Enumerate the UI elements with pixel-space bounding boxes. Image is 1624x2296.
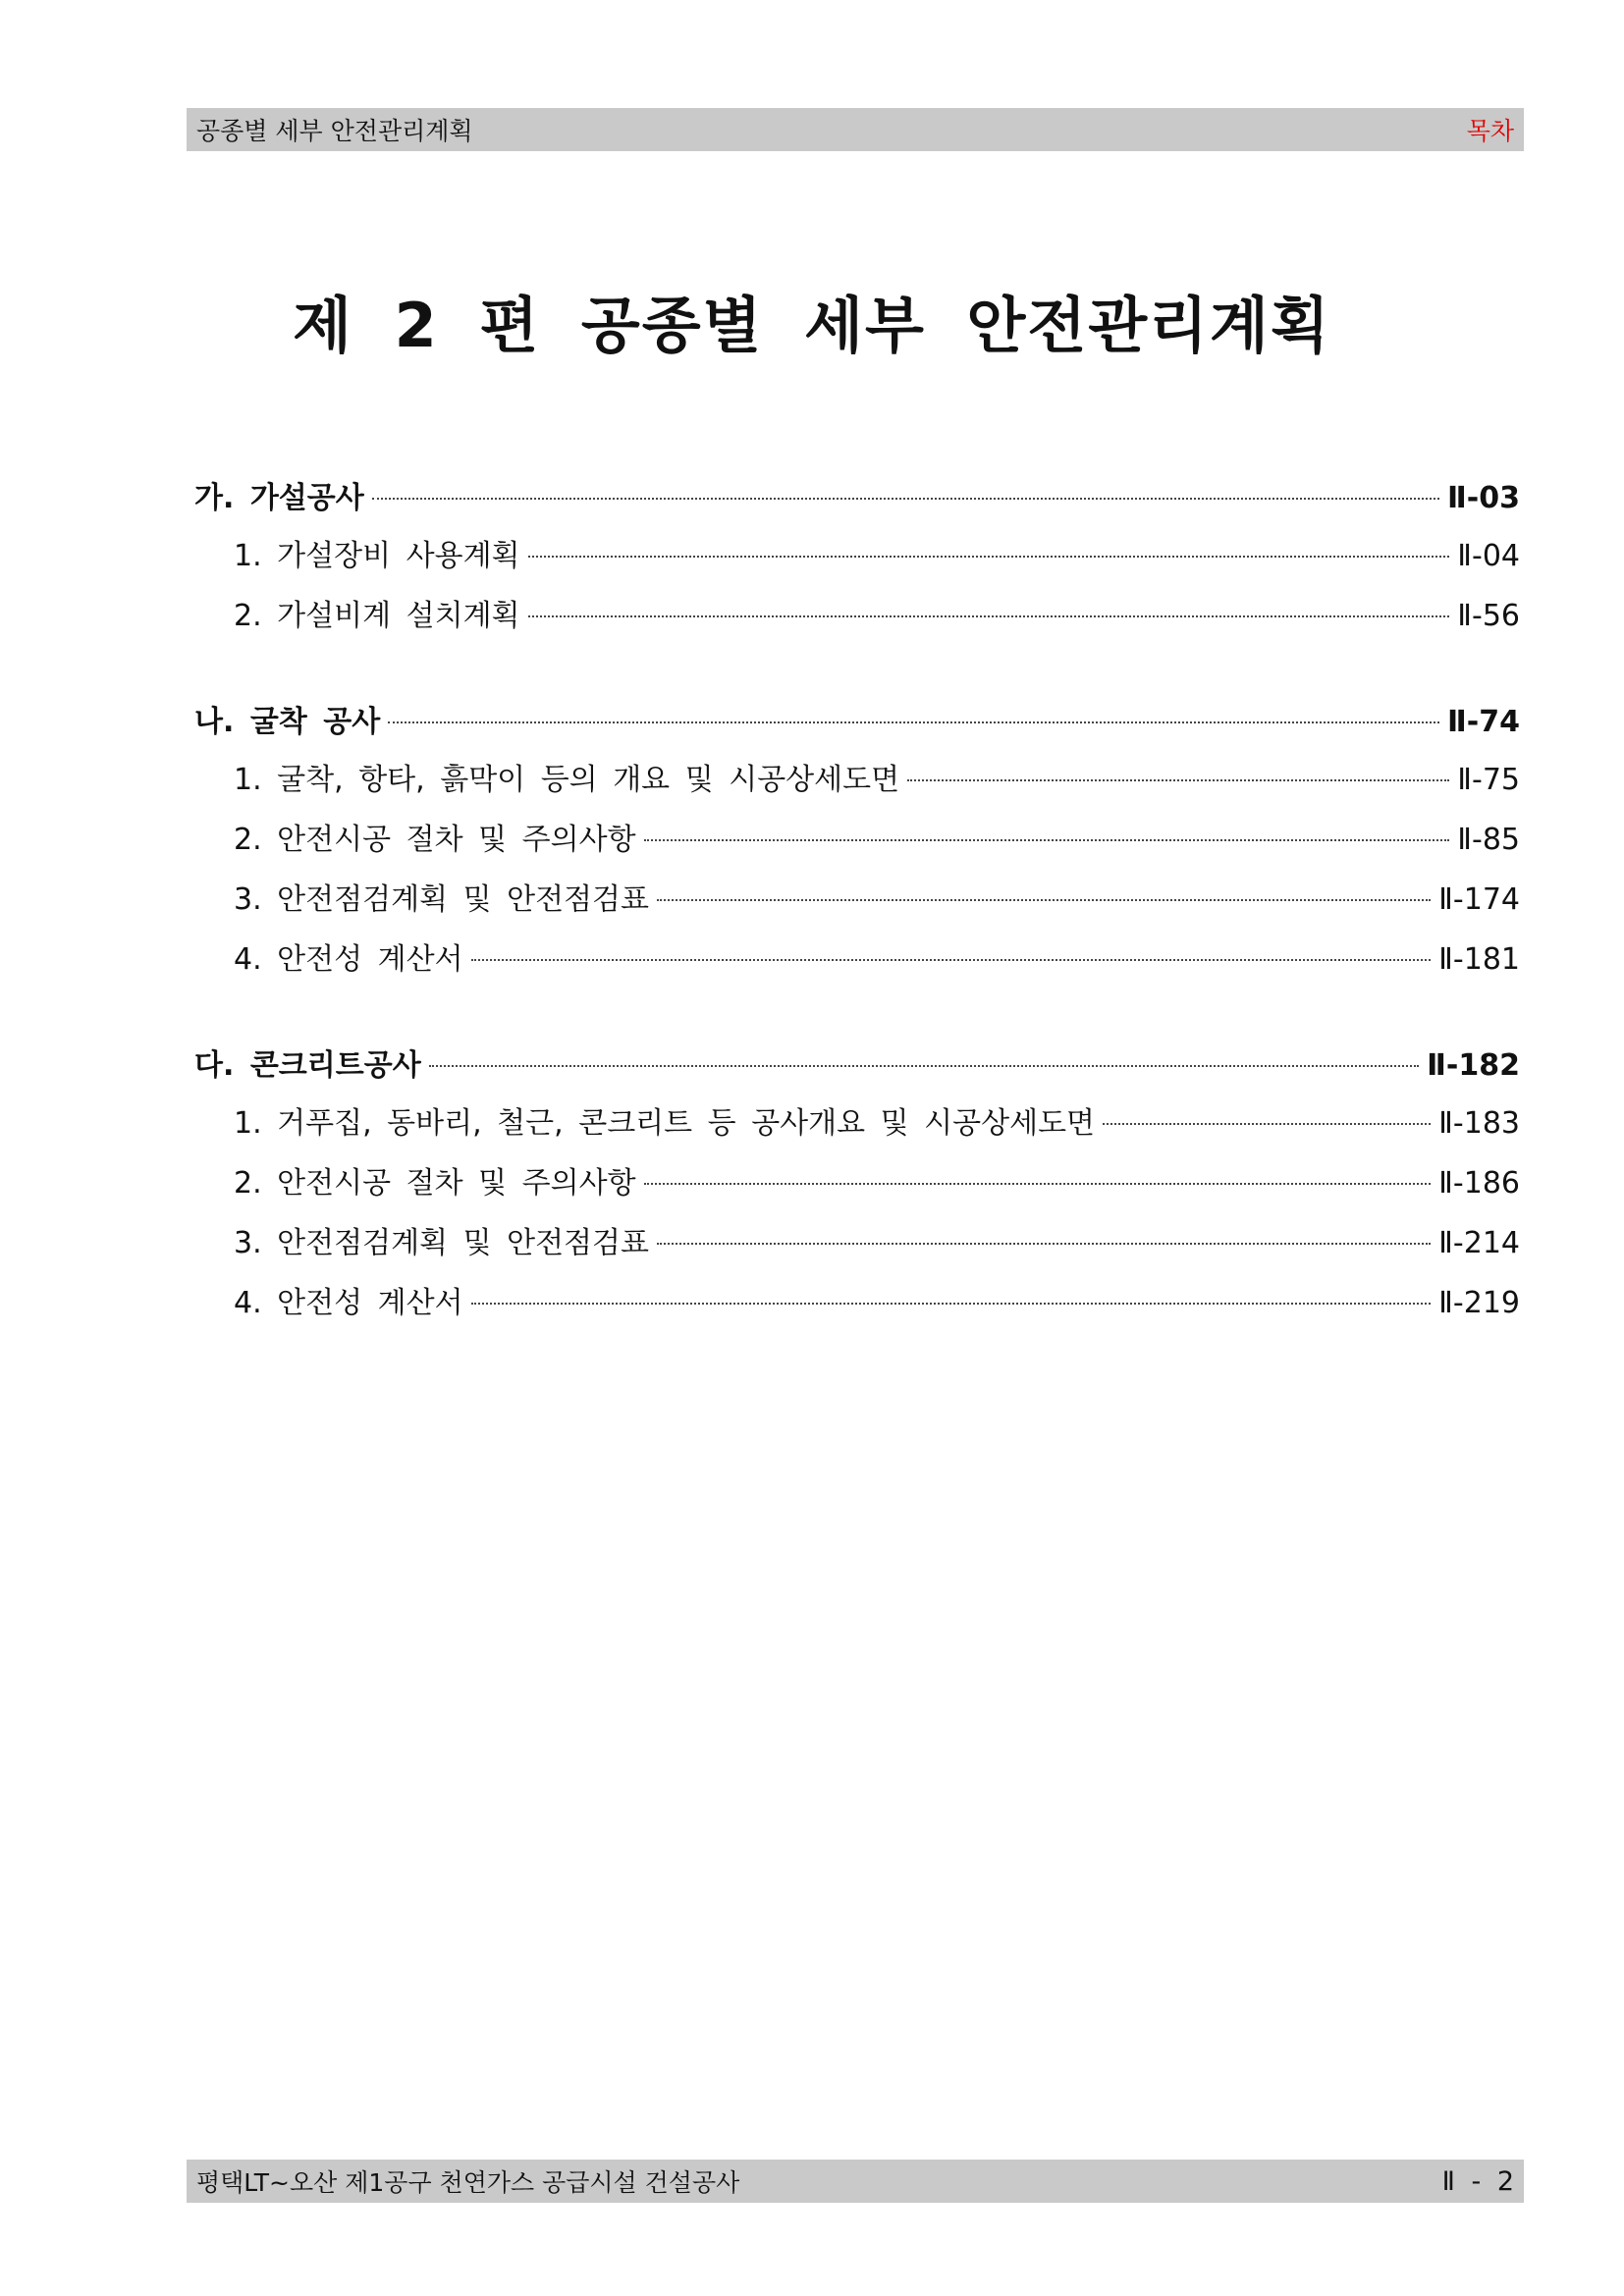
dot-leader [429, 1065, 1419, 1067]
dot-leader [528, 556, 1450, 558]
toc-item-page: Ⅱ-183 [1438, 1106, 1520, 1141]
page-header [187, 108, 1524, 151]
toc-item-label: 2. 안전시공 절차 및 주의사항 [234, 823, 636, 857]
toc-item-page: Ⅱ-186 [1438, 1166, 1520, 1201]
toc-item[interactable] [194, 526, 1520, 586]
toc-item-page: Ⅱ-174 [1438, 882, 1520, 917]
toc-item-page: Ⅱ-85 [1457, 823, 1520, 857]
dot-leader [471, 1303, 1432, 1305]
dot-leader [907, 779, 1449, 781]
toc-section-label: 다. 콘크리트공사 [194, 1048, 421, 1083]
toc-item-page: Ⅱ-219 [1438, 1286, 1520, 1320]
toc-item[interactable] [194, 1273, 1520, 1333]
toc-section-label: 나. 굴착 공사 [194, 705, 381, 739]
dot-leader [644, 839, 1450, 841]
toc-item-label: 3. 안전점검계획 및 안전점검표 [234, 1226, 649, 1260]
document-title: 제 2 편 공종별 세부 안전관리계획 [293, 290, 1331, 361]
toc-section [194, 695, 1520, 989]
toc-section-page: Ⅱ-74 [1447, 705, 1520, 739]
toc-item[interactable] [194, 1213, 1520, 1273]
toc-item-page: Ⅱ-214 [1438, 1226, 1520, 1260]
toc-item[interactable] [194, 1153, 1520, 1213]
toc-item-page: Ⅱ-04 [1457, 539, 1520, 573]
toc-item-label: 1. 굴착, 항타, 흙막이 등의 개요 및 시공상세도면 [234, 763, 900, 797]
footer-page-number: Ⅱ - 2 [1441, 2165, 1514, 2197]
toc-item-label: 1. 거푸집, 동바리, 철근, 콘크리트 등 공사개요 및 시공상세도면 [234, 1106, 1096, 1141]
dot-leader [657, 899, 1431, 901]
footer-project-name: 평택LT~오산 제1공구 천연가스 공급시설 건설공사 [196, 2168, 740, 2197]
dot-leader [528, 615, 1450, 617]
dot-leader [372, 498, 1439, 500]
toc-item-label: 2. 가설비계 설치계획 [234, 599, 520, 633]
dot-leader [657, 1243, 1431, 1245]
toc-item-label: 2. 안전시공 절차 및 주의사항 [234, 1166, 636, 1201]
dot-leader [388, 721, 1439, 723]
toc-item-label: 4. 안전성 계산서 [234, 1286, 463, 1320]
toc-section-label: 가. 가설공사 [194, 481, 364, 515]
toc-item-label: 4. 안전성 계산서 [234, 942, 463, 977]
toc-item[interactable] [194, 750, 1520, 810]
dot-leader [471, 959, 1432, 961]
toc-item[interactable] [194, 930, 1520, 989]
toc-section [194, 1039, 1520, 1333]
toc-item[interactable] [194, 870, 1520, 930]
toc-item-page: Ⅱ-56 [1457, 599, 1520, 633]
toc-item[interactable] [194, 1094, 1520, 1153]
toc-item[interactable] [194, 810, 1520, 870]
table-of-contents [194, 471, 1520, 1382]
header-section-tag: 목차 [1466, 117, 1514, 145]
page-footer [187, 2160, 1524, 2203]
toc-section [194, 471, 1520, 646]
dot-leader [644, 1183, 1432, 1185]
toc-item-page: Ⅱ-75 [1457, 763, 1520, 797]
dot-leader [1103, 1123, 1431, 1125]
toc-section-page: Ⅱ-182 [1427, 1048, 1520, 1083]
header-title: 공종별 세부 안전관리계획 [196, 117, 473, 145]
toc-section-heading[interactable] [194, 1039, 1520, 1094]
toc-item-label: 1. 가설장비 사용계획 [234, 539, 520, 573]
toc-section-heading[interactable] [194, 471, 1520, 526]
toc-item-label: 3. 안전점검계획 및 안전점검표 [234, 882, 649, 917]
toc-item-page: Ⅱ-181 [1438, 942, 1520, 977]
toc-section-page: Ⅱ-03 [1447, 481, 1520, 515]
toc-item[interactable] [194, 586, 1520, 646]
toc-section-heading[interactable] [194, 695, 1520, 750]
